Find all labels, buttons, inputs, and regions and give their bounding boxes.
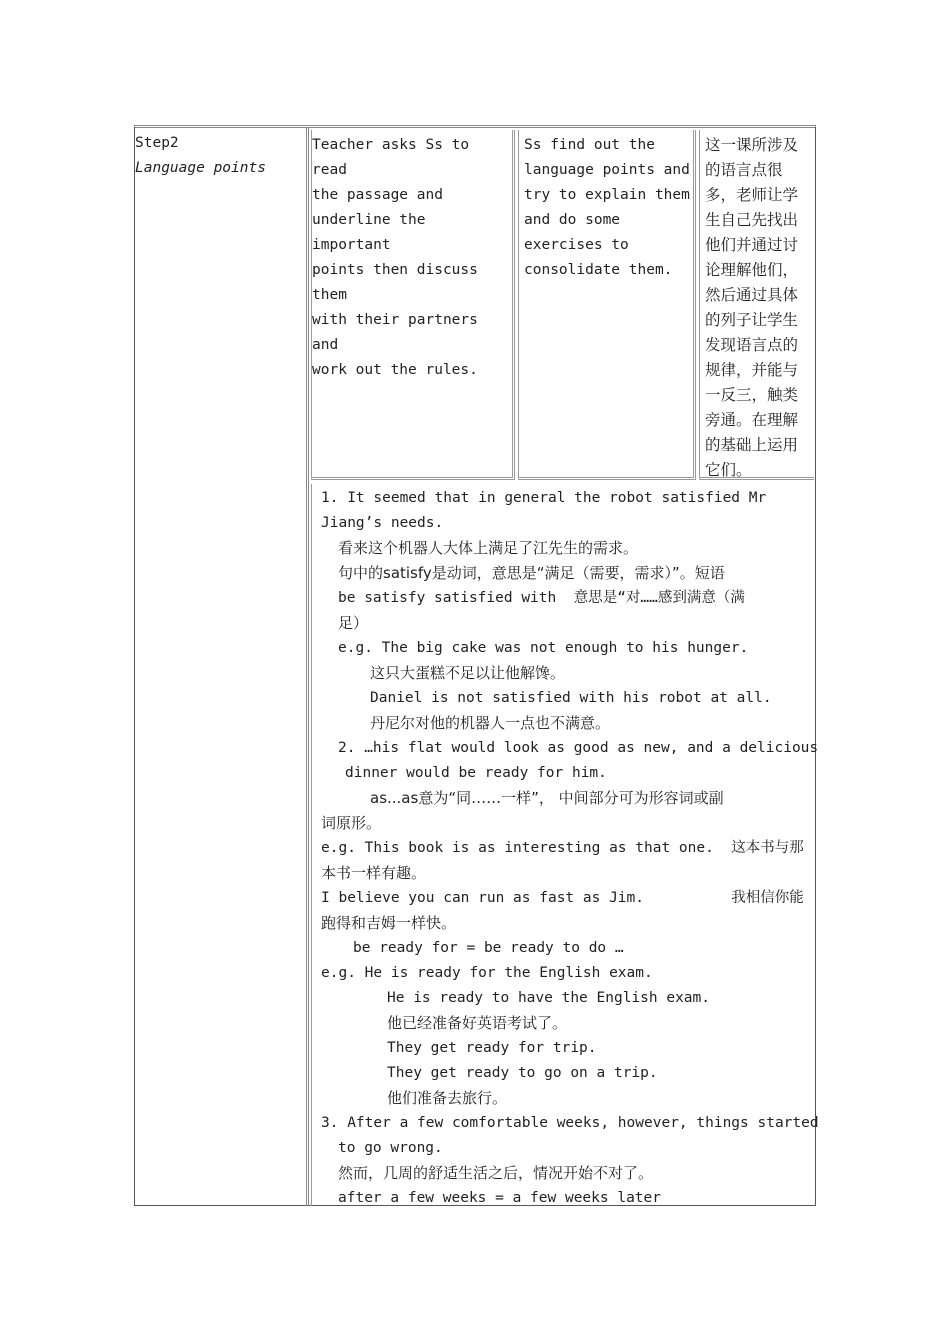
point-line: I believe you can run as fast as Jim. 我相信你能 [321, 890, 804, 906]
point-line: 看来这个机器人大体上满足了江先生的需求。 [338, 539, 639, 557]
point-line: They get ready to go on a trip. [387, 1065, 658, 1081]
lesson-plan-table [134, 125, 819, 1206]
point-line: be satisfy satisfied with 意思是“对……感到满意（满 [338, 590, 745, 606]
teacher-line: with their partners and [312, 312, 478, 353]
point-line: e.g. He is ready for the English exam. [321, 965, 653, 981]
purpose-line: 多，老师让学 [705, 186, 799, 204]
point-line: e.g. This book is as interesting as that one. 这本书与那 [321, 840, 804, 856]
point-line: 本书一样有趣。 [321, 864, 427, 882]
purpose-line: 然后通过具体 [705, 286, 799, 304]
point-line: 他们准备去旅行。 [387, 1089, 508, 1107]
step-subtitle: Language points [135, 160, 266, 176]
step-title: Step2 [135, 135, 179, 151]
purpose-line: 论理解他们， [705, 261, 799, 279]
point-line: 足） [338, 614, 369, 632]
purpose-line: 一反三，触类 [705, 386, 799, 404]
point-line: 句中的satisfy是动词，意思是“满足（需要，需求）”。短语 [338, 564, 725, 582]
point-line: 词原形。 [321, 814, 382, 832]
point-line: Daniel is not satisfied with his robot at all. [370, 690, 772, 706]
point-line: after a few weeks = a few weeks later [338, 1190, 662, 1206]
student-line: exercises to [524, 237, 629, 253]
teacher-line: underline the important [312, 212, 426, 253]
point-line: 2. …his flat would look as good as new, and a delicious [338, 740, 819, 756]
teacher-activity-cell [311, 130, 515, 480]
teacher-line: points then discuss them [312, 262, 478, 303]
student-line: and do some [524, 212, 621, 228]
student-activity-cell [518, 130, 696, 480]
teacher-line: work out the rules. [312, 362, 478, 378]
point-line: 然而，几周的舒适生活之后，情况开始不对了。 [338, 1164, 654, 1182]
point-line: 1. It seemed that in general the robot satisfied Mr [321, 490, 767, 506]
purpose-line: 他们并通过讨 [705, 236, 799, 254]
point-line: dinner would be ready for him. [345, 765, 607, 781]
teacher-line: the passage and [312, 187, 443, 203]
language-points-cell [311, 484, 819, 1206]
student-line: consolidate them. [524, 262, 673, 278]
point-line: 这只大蛋糕不足以让他解馋。 [370, 664, 566, 682]
point-line: 3. After a few comfortable weeks, however, things started [321, 1115, 819, 1131]
point-line: to go wrong. [338, 1140, 443, 1156]
student-line: language points and [524, 162, 690, 178]
purpose-line: 规律，并能与 [705, 361, 799, 379]
purpose-line: 生自己先找出 [705, 211, 799, 229]
purpose-cell [699, 130, 814, 480]
purpose-line: 这一课所涉及 [705, 136, 799, 154]
point-line: 他已经准备好英语考试了。 [387, 1014, 568, 1032]
student-line: Ss find out the [524, 137, 655, 153]
purpose-line: 的基础上运用 [705, 436, 799, 454]
point-line: 丹尼尔对他的机器人一点也不满意。 [370, 714, 611, 732]
purpose-line: 它们。 [705, 461, 752, 479]
step-cell [135, 128, 309, 1206]
point-line: 跑得和吉姆一样快。 [321, 914, 457, 932]
purpose-line: 的列子让学生 [705, 311, 799, 329]
point-line: He is ready to have the English exam. [387, 990, 711, 1006]
purpose-line: 发现语言点的 [705, 336, 799, 354]
teacher-line: Teacher asks Ss to read [312, 137, 470, 178]
point-line: Jiang’s needs. [321, 515, 444, 531]
purpose-line: 旁通。在理解 [705, 411, 799, 429]
student-line: try to explain them [524, 187, 690, 203]
point-line: be ready for = be ready to do … [353, 940, 624, 956]
point-line: e.g. The big cake was not enough to his hunger. [338, 640, 749, 656]
point-line: They get ready for trip. [387, 1040, 597, 1056]
purpose-line: 的语言点很 [705, 161, 783, 179]
point-line: as...as意为“同……一样”， 中间部分可为形容词或副 [370, 789, 724, 807]
